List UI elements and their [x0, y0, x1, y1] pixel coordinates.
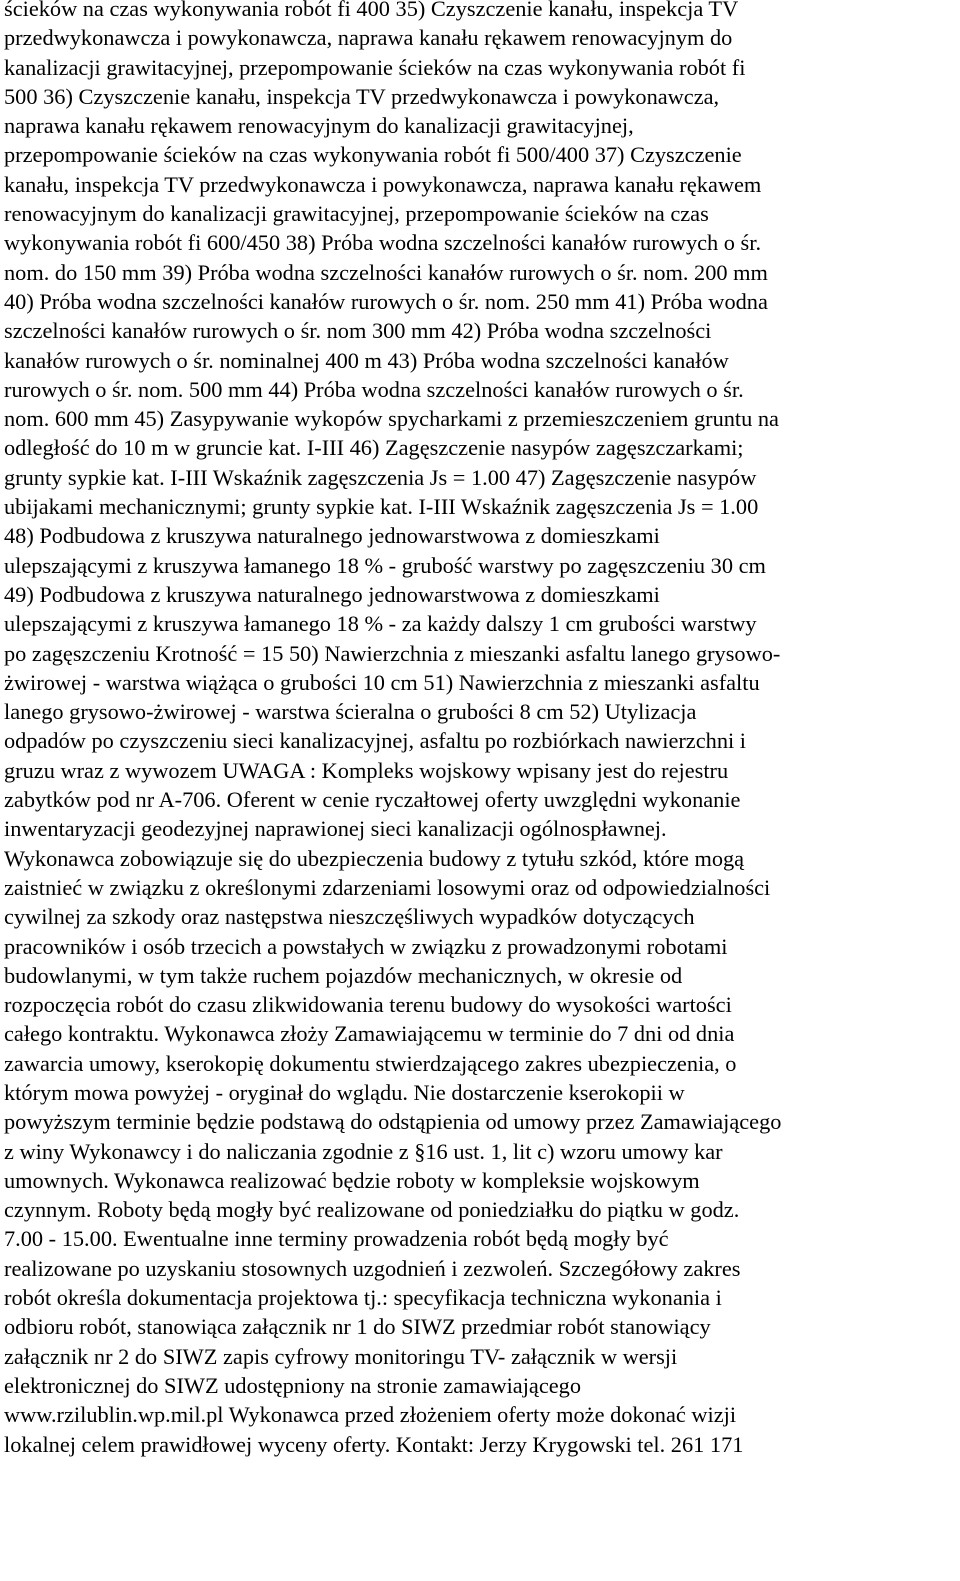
text-line: 40) Próba wodna szczelności kanałów rurowych o śr. nom. 250 mm 41) Próba wodna [4, 288, 768, 314]
text-line: nom. do 150 mm 39) Próba wodna szczelności kanałów rurowych o śr. nom. 200 mm [4, 259, 768, 285]
text-line: umownych. Wykonawca realizować będzie roboty w kompleksie wojskowym [4, 1167, 700, 1193]
text-line: robót określa dokumentacja projektowa tj.: specyfikacja techniczna wykonania i [4, 1285, 722, 1311]
text-line: wykonywania robót fi 600/450 38) Próba wodna szczelności kanałów rurowych o śr. [4, 230, 762, 256]
text-line: www.rzilublin.wp.mil.pl Wykonawca przed złożeniem oferty może dokonać wizji [4, 1402, 737, 1428]
text-line: kanałów rurowych o śr. nominalnej 400 m 43) Próba wodna szczelności kanałów [4, 347, 729, 373]
text-line: załącznik nr 2 do SIWZ zapis cyfrowy monitoringu TV- załącznik w wersji [4, 1343, 678, 1369]
text-line: renowacyjnym do kanalizacji grawitacyjnej, przepompowanie ścieków na czas [4, 201, 709, 227]
text-line: ulepszającymi z kruszywa łamanego 18 % - za każdy dalszy 1 cm grubości warstwy [4, 611, 757, 637]
text-line: żwirowej - warstwa wiążąca o grubości 10 cm 51) Nawierzchnia z mieszanki asfaltu [4, 669, 760, 695]
text-line: zawarcia umowy, kserokopię dokumentu stwierdzającego zakres ubezpieczenia, o [4, 1050, 737, 1076]
text-line: realizowane po uzyskaniu stosownych uzgodnień i zezwoleń. Szczegółowy zakres [4, 1255, 741, 1281]
text-line: odległość do 10 m w gruncie kat. I-III 46) Zagęszczenie nasypów zagęszczarkami; [4, 435, 744, 461]
text-line: elektronicznej do SIWZ udostępniony na stronie zamawiającego [4, 1372, 582, 1398]
text-line: kanału, inspekcja TV przedwykonawcza i powykonawcza, naprawa kanału rękawem [4, 171, 762, 197]
text-line: nom. 600 mm 45) Zasypywanie wykopów spycharkami z przemieszczeniem gruntu na [4, 406, 779, 432]
text-line: 49) Podbudowa z kruszywa naturalnego jednowarstwowa z domieszkami [4, 581, 660, 607]
text-line: po zagęszczeniu Krotność = 15 50) Nawierzchnia z mieszanki asfaltu lanego grysowo- [4, 640, 781, 666]
text-line: czynnym. Roboty będą mogły być realizowane od poniedziałku do piątku w godz. [4, 1197, 740, 1223]
text-line: ubijakami mechanicznymi; grunty sypkie kat. I-III Wskaźnik zagęszczenia Js = 1.00 [4, 494, 759, 520]
text-line: zaistnieć w związku z określonymi zdarzeniami losowymi oraz od odpowiedzialności [4, 874, 771, 900]
text-line: ścieków na czas wykonywania robót fi 400 35) Czyszczenie kanału, inspekcja TV [4, 0, 739, 21]
text-line: szczelności kanałów rurowych o śr. nom 300 mm 42) Próba wodna szczelności [4, 318, 712, 344]
text-line: lanego grysowo-żwirowej - warstwa ścieralna o grubości 8 cm 52) Utylizacja [4, 699, 697, 725]
text-line: budowlanymi, w tym także ruchem pojazdów mechanicznych, w okresie od [4, 962, 683, 988]
text-line: inwentaryzacji geodezyjnej naprawionej sieci kanalizacji ogólnospławnej. [4, 816, 667, 842]
text-line: cywilnej za szkody oraz następstwa nieszczęśliwych wypadków dotyczących [4, 904, 695, 930]
text-line: kanalizacji grawitacyjnej, przepompowanie ścieków na czas wykonywania robót fi [4, 54, 746, 80]
text-line: gruzu wraz z wywozem UWAGA : Kompleks wojskowy wpisany jest do rejestru [4, 757, 729, 783]
text-line: rurowych o śr. nom. 500 mm 44) Próba wodna szczelności kanałów rurowych o śr. [4, 376, 744, 402]
text-line: całego kontraktu. Wykonawca złoży Zamawiającemu w terminie do 7 dni od dnia [4, 1021, 735, 1047]
text-line: 48) Podbudowa z kruszywa naturalnego jednowarstwowa z domieszkami [4, 523, 660, 549]
text-line: ulepszającymi z kruszywa łamanego 18 % - grubość warstwy po zagęszczeniu 30 cm [4, 552, 766, 578]
text-line: 500 36) Czyszczenie kanału, inspekcja TV przedwykonawcza i powykonawcza, [4, 83, 720, 109]
text-line: rozpoczęcia robót do czasu zlikwidowania terenu budowy do wysokości wartości [4, 992, 732, 1018]
text-line: 7.00 - 15.00. Ewentualne inne terminy prowadzenia robót będą mogły być [4, 1226, 669, 1252]
text-line: grunty sypkie kat. I-III Wskaźnik zagęszczenia Js = 1.00 47) Zagęszczenie nasypów [4, 464, 757, 490]
text-line: którym mowa powyżej - oryginał do wglądu. Nie dostarczenie kserokopii w [4, 1079, 685, 1105]
text-line: lokalnej celem prawidłowej wyceny oferty. Kontakt: Jerzy Krygowski tel. 261 171 [4, 1431, 744, 1457]
text-line: pracowników i osób trzecich a powstałych w związku z prowadzonymi robotami [4, 933, 728, 959]
text-line: przepompowanie ścieków na czas wykonywania robót fi 500/400 37) Czyszczenie [4, 142, 742, 168]
text-line: odbioru robót, stanowiąca załącznik nr 1 do SIWZ przedmiar robót stanowiący [4, 1314, 711, 1340]
text-line: zabytków pod nr A-706. Oferent w cenie ryczałtowej oferty uwzględni wykonanie [4, 787, 741, 813]
text-line: odpadów po czyszczeniu sieci kanalizacyjnej, asfaltu po rozbiórkach nawierzchni i [4, 728, 747, 754]
text-line: powyższym terminie będzie podstawą do odstąpienia od umowy przez Zamawiającego [4, 1109, 782, 1135]
text-line: naprawa kanału rękawem renowacyjnym do kanalizacji grawitacyjnej, [4, 113, 634, 139]
text-line: z winy Wykonawcy i do naliczania zgodnie z §16 ust. 1, lit c) wzoru umowy kar [4, 1138, 723, 1164]
text-line: przedwykonawcza i powykonawcza, naprawa kanału rękawem renowacyjnym do [4, 25, 733, 51]
text-line: Wykonawca zobowiązuje się do ubezpieczenia budowy z tytułu szkód, które mogą [4, 845, 745, 871]
